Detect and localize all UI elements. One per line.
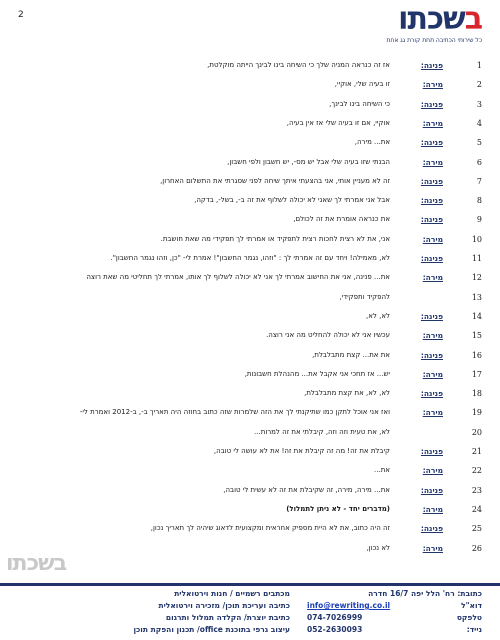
transcript-row (0, 56, 500, 76)
utterance-text: לא נכון, (366, 543, 390, 552)
line-number: 24 (471, 504, 482, 514)
line-number: 23 (471, 485, 482, 495)
speaker-label: מירה: (422, 466, 443, 476)
transcript-row (0, 191, 500, 211)
line-number: 6 (476, 157, 482, 167)
transcript-row (0, 442, 500, 462)
speaker-label: מירה: (422, 408, 443, 418)
transcript-row (0, 249, 500, 269)
footer-mobile (307, 624, 482, 636)
transcript-row (0, 172, 500, 192)
line-number: 14 (471, 311, 482, 321)
utterance-text: זה לא מעניין אותי, אני בהצעתי איתך שיחה לפני שסגרתי את התשלום האחרון, (160, 176, 390, 185)
utterance-text: אבל אני אמרתי לך שאני לא יכולה לשלוף את זה ב-, בשל-, בדקה, (194, 196, 390, 205)
line-number: 21 (471, 447, 482, 456)
speaker-label: פנינה: (420, 389, 443, 399)
speaker-label: מירה: (422, 80, 443, 90)
utterance-text: (מדברים יחד - לא ניתן לתמלול) (286, 504, 390, 513)
footer-phone (307, 612, 482, 624)
transcript-row (0, 133, 500, 153)
speaker-label: מירה: (422, 118, 443, 128)
utterance-text: את... (374, 466, 390, 475)
speaker-label: פנינה: (420, 99, 443, 109)
utterance-text: עכשיו אני לא יכולה להחליט מה אני רוצה. (266, 331, 390, 340)
utterance-text: זו בעיה שלי, אוקיי, (334, 80, 390, 89)
footer-logo-accent: ב (53, 551, 67, 576)
footer-logo-wordmark (6, 551, 76, 577)
line-number: 3 (476, 99, 482, 109)
footer-logo (6, 551, 76, 579)
footer-service-line: כתיבה ועריכת תוכן/ מזכירה וירטואלית (158, 601, 290, 610)
line-number: 10 (471, 234, 482, 244)
line-number: 9 (476, 215, 482, 225)
utterance-text: זה היה כתוב, את לא היית מספיק אחראית ומקצועית לדאוג שיהיה לך תאריך נכון, (150, 524, 390, 533)
transcript-row (0, 519, 500, 539)
mobile-value: 052-2630093 (307, 625, 363, 634)
logo-main-letters: שכתו (398, 0, 465, 37)
utterance-text: לא, מאמילה! ויחד עם זה אמרתי לך : "וזהו, נגמר החשבון"! אמרת לי- "כן, וזהו נגמר החשבון". (110, 254, 390, 262)
transcript-row (0, 268, 500, 288)
utterance-text: את את... קצת מתבלבלת, (312, 350, 390, 359)
speaker-label: מירה: (422, 543, 443, 553)
utterance-text: אני, את לא רצית לחכות רצית לתפקיד או אמרתי לך תפקידי מה שאת חושבת. (160, 234, 390, 243)
transcript-row (0, 500, 500, 520)
transcript-row (0, 461, 500, 481)
speaker-label: מירה: (422, 157, 443, 167)
header-logo (352, 0, 482, 48)
footer (0, 588, 500, 640)
utterance-text: יש... אז תחכי אני אקבל את... מהנהלת חשבונות, (244, 369, 390, 378)
speaker-label: פנינה: (420, 485, 443, 495)
utterance-text: את... מירה, מירה, זה שקיבלת את זה לא עשית לי טובה, (223, 485, 390, 494)
transcript-row (0, 288, 500, 308)
transcript-row (0, 230, 500, 250)
speaker-label: פנינה: (420, 311, 443, 321)
phone-value: 074-7026999 (307, 613, 363, 622)
utterance-text: לא, את טעית וזה וזה, קיבלתי את זה למרות... (254, 427, 390, 436)
line-number: 16 (471, 350, 482, 360)
transcript-row (0, 153, 500, 173)
speaker-label: מירה: (422, 234, 443, 244)
speaker-label: פנינה: (420, 524, 443, 534)
transcript-row (0, 403, 500, 423)
speaker-label: מירה: (422, 331, 443, 341)
utterance-text: הבנתי שזו בעיה שלי אבל יש מס-, יש חשבון ולפי חשבון, (227, 157, 390, 166)
footer-email (307, 600, 482, 612)
transcript-row (0, 75, 500, 95)
transcript-row (0, 384, 500, 404)
footer-service-line: כתיבת יוצרת/ הקלדה תמלול ותרגום (165, 613, 290, 622)
footer-logo-main: שכתו (6, 551, 54, 576)
speaker-label: פנינה: (420, 254, 443, 263)
address-label: כתובת: (457, 589, 482, 598)
utterance-text: לא, לא, את קצת מתבלבלת, (304, 389, 390, 398)
line-number: 17 (471, 369, 482, 379)
phone-label: טלפקס (456, 613, 482, 622)
email-link[interactable]: info@rewriting.co.il (307, 601, 391, 610)
speaker-label: פנינה: (420, 196, 443, 206)
line-number: 26 (471, 543, 482, 553)
speaker-label: פנינה: (420, 350, 443, 360)
speaker-label: פנינה: (420, 176, 443, 186)
utterance-text: ואז אני אוכל לתקן כמו שתיקנתי לך את הזה שלמרות שזה כתוב בחוזה היה תאריך ב-, ב-2012 ואמרת לי- (79, 408, 390, 417)
line-number: 13 (471, 292, 482, 302)
line-number: 8 (476, 196, 482, 206)
transcript-row (0, 210, 500, 230)
transcript-row (0, 307, 500, 327)
logo-accent-letter: ב (464, 0, 482, 37)
speaker-label: מירה: (422, 504, 443, 514)
footer-address (307, 588, 482, 600)
line-number: 19 (471, 408, 482, 418)
logo-wordmark (398, 0, 482, 37)
utterance-text: את... מירה, (354, 138, 390, 147)
speaker-label: פנינה: (420, 447, 443, 456)
utterance-text: להפקיד ותפקידי, (339, 292, 390, 301)
transcript-row (0, 114, 500, 134)
line-number: 5 (476, 138, 482, 148)
utterance-text: את כנראה אומרת את זה לכולם, (293, 215, 390, 224)
speaker-label: מירה: (422, 369, 443, 379)
line-number: 25 (471, 524, 482, 534)
line-number: 2 (476, 80, 482, 90)
footer-service-line: מכתבים רשמיים / חנות וירטואלית (174, 589, 290, 598)
utterance-text: קיבלת את זה! מה זה קיבלת את זה! את לא עושה לי טובה, (213, 447, 390, 455)
speaker-label: פנינה: (420, 61, 443, 70)
line-number: 4 (476, 118, 482, 128)
address-value: רח' הלל יפה 16/7 חדרה (368, 589, 455, 598)
transcript-row (0, 365, 500, 385)
footer-service-line: עיצוב גרפי בתוכנת office/ תכנון והפקת תוכן (133, 625, 290, 634)
speaker-label: מירה: (422, 273, 443, 283)
page-number: 2 (18, 10, 24, 20)
utterance-text: אז זה כנראה המניה שלך כי השיחה בינו לבינך הייתה מוקלטת, (207, 61, 390, 69)
line-number: 18 (471, 389, 482, 399)
footer-services (10, 588, 290, 636)
line-number: 11 (471, 254, 482, 263)
utterance-text: את... פנינה, אני את החישוב אמרתי לך אני לא יכולה לשלוף לך אותו, אמרתי לך תחליטי מה שאת רוצה (86, 273, 390, 282)
transcript-row (0, 346, 500, 366)
logo-tagline: כל שירותי הכתיבה תחת קורת גג אחת (386, 37, 482, 44)
speaker-label: פנינה: (420, 215, 443, 225)
line-number: 1 (476, 61, 482, 70)
line-number: 7 (476, 176, 482, 186)
line-number: 12 (471, 273, 482, 283)
transcript-row (0, 423, 500, 443)
email-label: דוא"ל (461, 601, 482, 610)
speaker-label: פנינה: (420, 138, 443, 148)
mobile-label: נייד: (466, 625, 482, 634)
transcript-row (0, 481, 500, 501)
line-number: 22 (471, 466, 482, 476)
transcript-row (0, 326, 500, 346)
utterance-text: כי השיחה בינו לבינך, (329, 99, 390, 108)
transcript-row (0, 95, 500, 115)
footer-divider (0, 583, 500, 586)
footer-contact (307, 588, 482, 636)
line-number: 15 (471, 331, 482, 341)
line-number: 20 (471, 427, 482, 437)
utterance-text: אוקיי, אם זו בעיה שלי אז אין בעיה, (286, 118, 390, 127)
utterance-text: לא, לא, (366, 311, 390, 320)
